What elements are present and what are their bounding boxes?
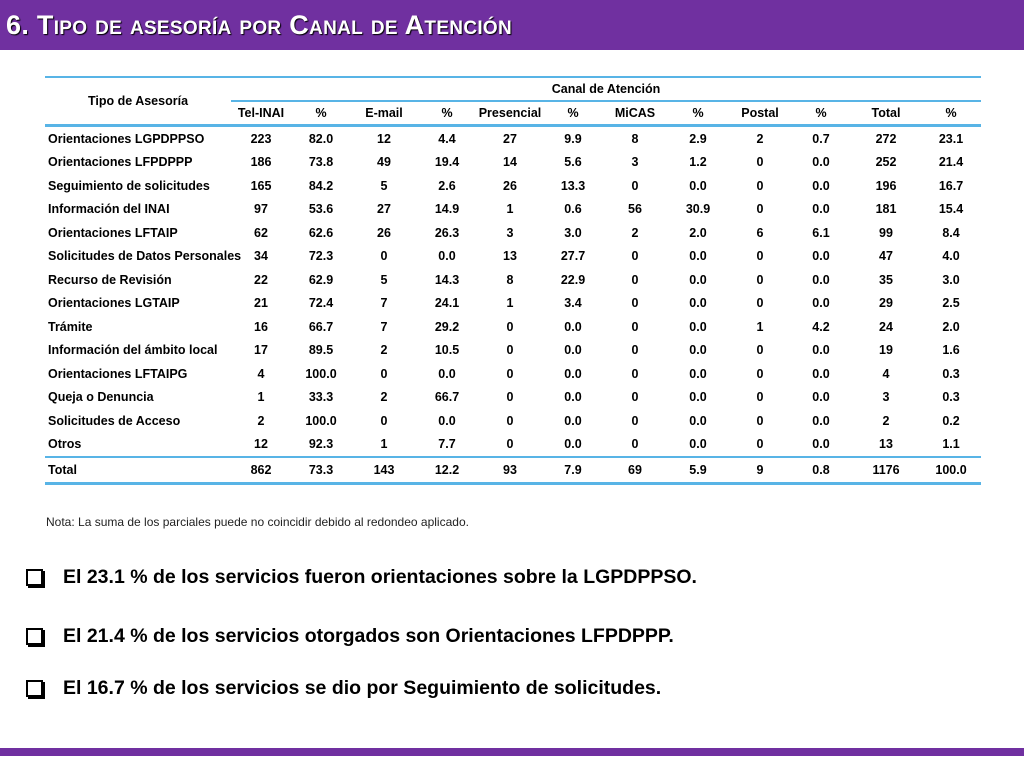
table-cell: 21 <box>254 296 268 311</box>
column-header: Postal <box>729 101 791 126</box>
table-cell: 252 <box>875 155 897 170</box>
table-cell: 0 <box>631 272 639 287</box>
table-cell: 13.3 <box>560 178 586 193</box>
total-cell: 100.0 <box>921 457 981 483</box>
table-cell: 0.0 <box>689 366 707 381</box>
table-cell: 49 <box>377 155 391 170</box>
table-cell: 22 <box>254 272 268 287</box>
column-header: Presencial <box>477 101 543 126</box>
table-cell: 0 <box>756 343 764 358</box>
table-cell: 2.6 <box>438 178 456 193</box>
table-cell: 26 <box>377 225 391 240</box>
table-cell: 5 <box>380 178 388 193</box>
row-label: Trámite <box>48 319 93 334</box>
table-cell: 0.0 <box>812 296 830 311</box>
row-label: Solicitudes de Datos Personales <box>48 249 242 264</box>
table-cell: 3.0 <box>564 225 582 240</box>
table-cell: 0.6 <box>564 202 582 217</box>
table-cell: 223 <box>250 131 272 146</box>
table-cell: 73.8 <box>308 155 334 170</box>
table-cell: 0 <box>756 413 764 428</box>
total-cell: 69 <box>603 457 667 483</box>
table-cell: 0 <box>756 178 764 193</box>
table-cell: 2.0 <box>942 319 960 334</box>
table-row <box>45 174 981 198</box>
bullet-text: El 23.1 % de los servicios fueron orientaciones sobre la LGPDPPSO. <box>63 566 697 588</box>
table-cell: 14.9 <box>434 202 460 217</box>
table-cell: 10.5 <box>434 343 460 358</box>
table-cell: 0 <box>756 155 764 170</box>
header-row-group <box>45 77 981 101</box>
total-cell: 9 <box>729 457 791 483</box>
bullet-item <box>24 677 661 700</box>
table-cell: 66.7 <box>434 390 460 405</box>
table-cell: 0 <box>756 437 764 452</box>
table-cell: 2.5 <box>942 296 960 311</box>
table-cell: 1 <box>257 390 265 405</box>
table-cell: 56 <box>628 202 642 217</box>
table-cell: 0.0 <box>564 413 582 428</box>
table-cell: 0.0 <box>438 249 456 264</box>
table-cell: 3 <box>882 390 890 405</box>
table-cell: 0.0 <box>564 390 582 405</box>
table-row <box>45 362 981 386</box>
table-cell: 6.1 <box>812 225 830 240</box>
table-cell: 0 <box>631 366 639 381</box>
bullet-item <box>24 625 674 648</box>
table-cell: 62.6 <box>308 225 334 240</box>
table-cell: 0 <box>380 366 388 381</box>
table-cell: 0 <box>631 390 639 405</box>
table-cell: 13 <box>879 437 893 452</box>
total-cell: 0.8 <box>791 457 851 483</box>
table-cell: 1.6 <box>942 343 960 358</box>
table-cell: 84.2 <box>308 178 334 193</box>
table-cell: 0 <box>506 366 514 381</box>
column-header: E-mail <box>351 101 417 126</box>
data-table <box>45 76 981 485</box>
table-cell: 19.4 <box>434 155 460 170</box>
table-row <box>45 386 981 410</box>
table-cell: 35 <box>879 272 893 287</box>
table-cell: 62.9 <box>308 272 334 287</box>
table-cell: 0.0 <box>438 366 456 381</box>
table-cell: 8.4 <box>942 225 960 240</box>
table-cell: 0.0 <box>812 178 830 193</box>
table-row <box>45 409 981 433</box>
table-body <box>45 126 981 458</box>
column-header: Tel-INAI <box>231 101 291 126</box>
table-cell: 97 <box>254 202 268 217</box>
table-cell: 0.0 <box>564 319 582 334</box>
bullet-text: El 21.4 % de los servicios otorgados son Orientaciones LFPDPPP. <box>63 625 674 647</box>
table-cell: 27 <box>377 202 391 217</box>
table-cell: 2 <box>380 390 388 405</box>
table-cell: 17 <box>254 343 268 358</box>
table-cell: 0.0 <box>812 366 830 381</box>
table-cell: 0.0 <box>812 272 830 287</box>
column-header: % <box>291 101 351 126</box>
table-cell: 272 <box>875 131 897 146</box>
table-cell: 2.9 <box>689 131 707 146</box>
table-cell: 0 <box>756 272 764 287</box>
table-cell: 0.2 <box>942 413 960 428</box>
column-header: % <box>667 101 729 126</box>
table-cell: 2 <box>380 343 388 358</box>
table-row <box>45 433 981 458</box>
table-cell: 47 <box>879 249 893 264</box>
row-label: Información del INAI <box>48 202 170 217</box>
checkbox-bullet-icon <box>26 569 43 586</box>
table-cell: 0 <box>380 249 388 264</box>
total-cell: 1176 <box>851 457 921 483</box>
table-cell: 1 <box>506 202 514 217</box>
table-cell: 33.3 <box>308 390 334 405</box>
table-cell: 0 <box>631 296 639 311</box>
column-header: MiCAS <box>603 101 667 126</box>
table-cell: 0.0 <box>689 296 707 311</box>
table-cell: 0 <box>756 249 764 264</box>
footnote: Nota: La suma de los parciales puede no coincidir debido al redondeo aplicado. <box>46 515 469 529</box>
bottom-bar <box>0 748 1024 756</box>
table-cell: 2 <box>882 413 890 428</box>
table-cell: 34 <box>254 249 268 264</box>
table-cell: 0.0 <box>812 343 830 358</box>
table-cell: 0.0 <box>812 202 830 217</box>
table-cell: 0.0 <box>812 413 830 428</box>
table-cell: 82.0 <box>308 131 334 146</box>
table-cell: 0.3 <box>942 390 960 405</box>
table-cell: 5 <box>380 272 388 287</box>
total-cell: 143 <box>351 457 417 483</box>
table-cell: 0 <box>506 413 514 428</box>
table-cell: 0 <box>631 319 639 334</box>
table-cell: 4.2 <box>812 319 830 334</box>
table-cell: 0.0 <box>689 178 707 193</box>
table-cell: 6 <box>756 225 764 240</box>
table-cell: 2 <box>756 131 764 146</box>
table-cell: 0 <box>756 202 764 217</box>
table-cell: 100.0 <box>305 366 337 381</box>
table-cell: 0.0 <box>812 437 830 452</box>
table-cell: 0 <box>756 390 764 405</box>
table-cell: 0 <box>631 178 639 193</box>
group-header: Canal de Atención <box>231 77 981 101</box>
table-cell: 0 <box>380 413 388 428</box>
column-header: % <box>921 101 981 126</box>
table-cell: 0.0 <box>689 343 707 358</box>
table-cell: 14 <box>503 155 517 170</box>
table-cell: 26.3 <box>434 225 460 240</box>
table-cell: 0.0 <box>812 390 830 405</box>
table-cell: 92.3 <box>308 437 334 452</box>
table-cell: 0.3 <box>942 366 960 381</box>
table-cell: 22.9 <box>560 272 586 287</box>
table-cell: 0.0 <box>689 249 707 264</box>
table-cell: 0 <box>631 437 639 452</box>
table-cell: 9.9 <box>564 131 582 146</box>
bullet-item <box>24 566 697 589</box>
table-row <box>45 339 981 363</box>
table-cell: 0 <box>756 366 764 381</box>
table-cell: 12 <box>254 437 268 452</box>
table-row <box>45 292 981 316</box>
table-cell: 0 <box>506 390 514 405</box>
table-cell: 0.0 <box>689 413 707 428</box>
total-cell: 73.3 <box>291 457 351 483</box>
table-cell: 3.0 <box>942 272 960 287</box>
title-bar <box>0 0 1024 50</box>
table-cell: 13 <box>503 249 517 264</box>
table-cell: 0 <box>631 343 639 358</box>
table-cell: 24.1 <box>434 296 460 311</box>
table-cell: 16 <box>254 319 268 334</box>
table-cell: 27.7 <box>560 249 586 264</box>
total-cell: 5.9 <box>667 457 729 483</box>
total-cell: 7.9 <box>543 457 603 483</box>
table-cell: 1 <box>506 296 514 311</box>
row-label: Solicitudes de Acceso <box>48 413 181 428</box>
row-label: Orientaciones LFPDPPP <box>48 155 193 170</box>
table-cell: 4.0 <box>942 249 960 264</box>
table-cell: 89.5 <box>308 343 334 358</box>
table-cell: 0.0 <box>812 249 830 264</box>
row-label: Información del ámbito local <box>48 343 218 358</box>
table-cell: 1.1 <box>942 437 960 452</box>
table-cell: 0.0 <box>564 437 582 452</box>
table-cell: 8 <box>506 272 514 287</box>
table-cell: 21.4 <box>938 155 964 170</box>
row-label: Orientaciones LGTAIP <box>48 296 180 311</box>
table-cell: 72.4 <box>308 296 334 311</box>
table-cell: 3 <box>631 155 639 170</box>
row-label: Orientaciones LGPDPPSO <box>48 131 205 146</box>
table-cell: 4 <box>257 366 265 381</box>
total-cell: 93 <box>477 457 543 483</box>
table-cell: 0 <box>631 413 639 428</box>
table-cell: 0.0 <box>812 155 830 170</box>
table-row <box>45 315 981 339</box>
table-cell: 19 <box>879 343 893 358</box>
table-cell: 29.2 <box>434 319 460 334</box>
table-cell: 1 <box>756 319 764 334</box>
table-cell: 0.0 <box>564 366 582 381</box>
total-cell: 12.2 <box>417 457 477 483</box>
table-cell: 26 <box>503 178 517 193</box>
table-cell: 3.4 <box>564 296 582 311</box>
table-cell: 7.7 <box>438 437 456 452</box>
row-label: Orientaciones LFTAIPG <box>48 366 188 381</box>
total-label: Total <box>45 457 231 483</box>
table-cell: 2 <box>257 413 265 428</box>
table-cell: 72.3 <box>308 249 334 264</box>
row-header: Tipo de Asesoría <box>45 77 231 126</box>
table-cell: 1.2 <box>689 155 707 170</box>
table-cell: 186 <box>250 155 272 170</box>
table-row <box>45 268 981 292</box>
checkbox-bullet-icon <box>26 628 43 645</box>
table-cell: 4 <box>882 366 890 381</box>
table-cell: 0 <box>756 296 764 311</box>
column-header: % <box>417 101 477 126</box>
table-cell: 15.4 <box>938 202 964 217</box>
slide-title: 6. Tipo de asesoría por Canal de Atención <box>6 10 513 40</box>
table-cell: 165 <box>250 178 272 193</box>
table-cell: 2 <box>631 225 639 240</box>
total-cell: 862 <box>231 457 291 483</box>
table-cell: 12 <box>377 131 391 146</box>
row-label: Orientaciones LFTAIP <box>48 225 178 240</box>
total-row <box>45 457 981 483</box>
table-cell: 0 <box>506 343 514 358</box>
table-cell: 0.0 <box>689 319 707 334</box>
table-cell: 0 <box>506 319 514 334</box>
table-cell: 5.6 <box>564 155 582 170</box>
table-cell: 3 <box>506 225 514 240</box>
table-cell: 30.9 <box>685 202 711 217</box>
table-cell: 181 <box>875 202 897 217</box>
column-header: % <box>791 101 851 126</box>
row-label: Otros <box>48 437 82 452</box>
table-cell: 7 <box>380 296 388 311</box>
table-cell: 66.7 <box>308 319 334 334</box>
table-cell: 14.3 <box>434 272 460 287</box>
table-row <box>45 126 981 151</box>
table-row <box>45 151 981 175</box>
table-cell: 16.7 <box>938 178 964 193</box>
table-cell: 0.0 <box>689 390 707 405</box>
table-cell: 53.6 <box>308 202 334 217</box>
table-cell: 8 <box>631 131 639 146</box>
table-container <box>45 76 981 485</box>
table-cell: 4.4 <box>438 131 456 146</box>
table-row <box>45 198 981 222</box>
table-row <box>45 245 981 269</box>
checkbox-bullet-icon <box>26 680 43 697</box>
table-cell: 29 <box>879 296 893 311</box>
table-row <box>45 221 981 245</box>
table-cell: 99 <box>879 225 893 240</box>
table-cell: 100.0 <box>305 413 337 428</box>
table-cell: 24 <box>879 319 893 334</box>
row-label: Seguimiento de solicitudes <box>48 178 210 193</box>
row-label: Recurso de Revisión <box>48 272 172 287</box>
table-cell: 62 <box>254 225 268 240</box>
table-cell: 27 <box>503 131 517 146</box>
table-cell: 1 <box>380 437 388 452</box>
table-cell: 0 <box>506 437 514 452</box>
column-header: % <box>543 101 603 126</box>
table-cell: 0.0 <box>438 413 456 428</box>
table-cell: 0.0 <box>689 272 707 287</box>
column-header: Total <box>851 101 921 126</box>
table-cell: 0.7 <box>812 131 830 146</box>
table-cell: 23.1 <box>938 131 964 146</box>
row-label: Queja o Denuncia <box>48 390 154 405</box>
table-cell: 196 <box>875 178 897 193</box>
table-cell: 0 <box>631 249 639 264</box>
table-cell: 7 <box>380 319 388 334</box>
bullet-text: El 16.7 % de los servicios se dio por Seguimiento de solicitudes. <box>63 677 662 699</box>
table-cell: 2.0 <box>689 225 707 240</box>
table-cell: 0.0 <box>564 343 582 358</box>
table-cell: 0.0 <box>689 437 707 452</box>
